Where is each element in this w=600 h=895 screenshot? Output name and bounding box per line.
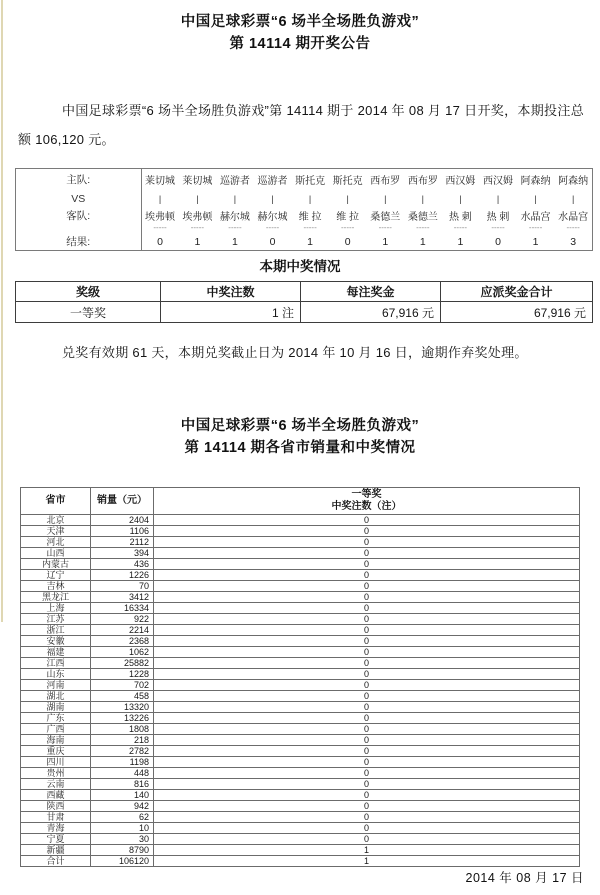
first-prize-count: 1 [154, 856, 580, 867]
province-name: 浙江 [21, 625, 91, 636]
first-prize-count: 0 [154, 768, 580, 779]
first-prize-count: 0 [154, 735, 580, 746]
province-name: 上海 [21, 603, 91, 614]
home-team: 莱切城 [182, 176, 213, 188]
sales-amount: 436 [91, 559, 154, 570]
province-name: 黑龙江 [21, 592, 91, 603]
province-row [21, 812, 580, 823]
province-name: 山东 [21, 669, 91, 680]
sales-amount: 922 [91, 614, 154, 625]
home-team: 斯托克 [332, 176, 363, 188]
province-row [21, 647, 580, 658]
first-prize-header-line1: 一等奖 [351, 489, 382, 500]
first-prize-count: 0 [154, 834, 580, 845]
province-name: 吉林 [21, 581, 91, 592]
team-separator: ----- [453, 223, 468, 233]
province-name: 广东 [21, 713, 91, 724]
vs-bar: | [534, 194, 537, 205]
province-row [21, 625, 580, 636]
first-prize-count: 0 [154, 823, 580, 834]
province-name: 山西 [21, 548, 91, 559]
province-name: 广西 [21, 724, 91, 735]
prize-level: 一等奖 [16, 302, 161, 323]
first-prize-header [154, 488, 580, 515]
province-row [21, 823, 580, 834]
province-name: 新疆 [21, 845, 91, 856]
team-separator: ----- [528, 223, 543, 233]
away-team: 桑德兰 [407, 212, 438, 224]
sales-amount: 70 [91, 581, 154, 592]
match-result: 3 [570, 235, 577, 248]
row-label: 客队: [16, 208, 141, 223]
first-prize-count: 0 [154, 779, 580, 790]
team-separator: ----- [566, 223, 580, 233]
match-result: 0 [495, 235, 501, 248]
vs-bar: | [384, 194, 387, 205]
province-row [21, 746, 580, 757]
row-label: VS [16, 191, 141, 208]
sales-amount: 942 [91, 801, 154, 812]
first-prize-count: 0 [154, 669, 580, 680]
vs-bar: | [496, 194, 500, 205]
province-row [21, 680, 580, 691]
sales-amount: 458 [91, 691, 154, 702]
intro-paragraph: 中国足球彩票“6 场半全场胜负游戏”第 14114 期于 2014 年 08 月 17 日开奖，本期投注总额 106,120 元。 [18, 103, 584, 147]
away-team: 热 刺 [486, 212, 510, 224]
sales-amount: 394 [91, 548, 154, 559]
team-separator: ----- [491, 223, 505, 233]
sales-amount: 1198 [91, 757, 154, 768]
section2-title [0, 415, 600, 459]
row-label: 主队: [16, 169, 141, 191]
sales-amount: 140 [91, 790, 154, 801]
first-prize-count: 0 [154, 647, 580, 658]
sales-amount: 1226 [91, 570, 154, 581]
province-name: 北京 [21, 515, 91, 526]
match-result: 1 [307, 235, 314, 248]
away-team: 水晶宫 [558, 212, 589, 224]
match-result: 1 [382, 235, 389, 248]
sales-amount: 816 [91, 779, 154, 790]
home-team: 莱切城 [145, 176, 176, 188]
team-separator: ----- [265, 223, 280, 233]
team-separator: ----- [303, 223, 317, 233]
vs-bar: | [346, 194, 349, 205]
team-separator: ----- [378, 223, 392, 233]
province-name: 江苏 [21, 614, 91, 625]
row-label: 结果: [16, 234, 141, 250]
province-name: 贵州 [21, 768, 91, 779]
first-prize-count: 0 [154, 790, 580, 801]
province-row [21, 658, 580, 669]
home-team: 西汉姆 [482, 176, 513, 188]
province-name: 重庆 [21, 746, 91, 757]
province-name: 宁夏 [21, 834, 91, 845]
first-prize-count: 0 [154, 757, 580, 768]
vs-bar: | [158, 194, 162, 205]
sales-header: 销量（元） [91, 488, 154, 515]
home-team: 斯托克 [295, 176, 326, 188]
prize-data-row [16, 302, 593, 323]
first-prize-count: 0 [154, 603, 580, 614]
province-row [21, 669, 580, 680]
province-name: 青海 [21, 823, 91, 834]
first-prize-count: 0 [154, 801, 580, 812]
announcement-date: 2014 年 08 月 17 日 [465, 871, 584, 885]
section2-title-line1: 中国足球彩票“6 场半全场胜负游戏” [180, 418, 420, 434]
province-header: 省市 [21, 488, 91, 515]
province-row [21, 735, 580, 746]
first-prize-count: 0 [154, 592, 580, 603]
province-name: 云南 [21, 779, 91, 790]
province-row [21, 548, 580, 559]
section2-title-line2: 第 14114 期各省市销量和中奖情况 [184, 440, 416, 456]
prize-count: 1 注 [161, 302, 301, 323]
sales-amount: 13226 [91, 713, 154, 724]
first-prize-count: 0 [154, 548, 580, 559]
sales-amount: 2404 [91, 515, 154, 526]
redeem-note: 兑奖有效期 61 天，本期兑奖截止日为 2014 年 10 月 16 日，逾期作弃奖处理。 [62, 345, 528, 360]
vs-bar-row [16, 191, 592, 208]
province-row [21, 592, 580, 603]
vs-bar: | [308, 194, 312, 205]
sales-amount: 2782 [91, 746, 154, 757]
away-team: 维 拉 [298, 212, 322, 224]
main-title-line2: 第 14114 期开奖公告 [229, 36, 371, 52]
prize-per-amount: 67,916 元 [301, 302, 441, 323]
sales-amount: 2214 [91, 625, 154, 636]
first-prize-count: 0 [154, 680, 580, 691]
sales-amount: 16334 [91, 603, 154, 614]
sales-amount: 30 [91, 834, 154, 845]
province-row [21, 768, 580, 779]
sales-amount: 3412 [91, 592, 154, 603]
sales-amount: 1062 [91, 647, 154, 658]
first-prize-count: 0 [154, 559, 580, 570]
first-prize-count: 0 [154, 515, 580, 526]
away-team: 埃弗顿 [145, 212, 176, 224]
team-separator: ----- [190, 223, 205, 233]
prize-header-level: 奖级 [16, 282, 161, 302]
away-team: 水晶宫 [520, 212, 551, 224]
province-row [21, 526, 580, 537]
home-team: 巡游者 [257, 176, 288, 188]
prize-total-amount: 67,916 元 [441, 302, 593, 323]
vs-bar: | [421, 194, 424, 205]
away-team: 桑德兰 [370, 212, 401, 224]
province-header-row [21, 488, 580, 515]
sales-amount: 702 [91, 680, 154, 691]
team-separator: ----- [228, 223, 242, 233]
home-team-row [16, 169, 592, 191]
prize-header-per: 每注奖金 [301, 282, 441, 302]
vs-bar: | [459, 194, 462, 205]
match-result: 1 [194, 235, 201, 248]
province-name: 陕西 [21, 801, 91, 812]
sales-amount: 8790 [91, 845, 154, 856]
province-row [21, 515, 580, 526]
first-prize-count: 0 [154, 658, 580, 669]
province-name: 辽宁 [21, 570, 91, 581]
prize-header-row [16, 282, 593, 302]
province-row [21, 724, 580, 735]
first-prize-count: 1 [154, 845, 580, 856]
province-name: 湖北 [21, 691, 91, 702]
province-name: 河南 [21, 680, 91, 691]
match-result: 1 [532, 235, 539, 248]
away-team: 赫尔城 [219, 212, 250, 224]
main-title [0, 11, 600, 55]
sales-amount: 2112 [91, 537, 154, 548]
province-row [21, 636, 580, 647]
sales-amount: 2368 [91, 636, 154, 647]
team-separator: ----- [416, 223, 430, 233]
home-team: 阿森纳 [520, 176, 551, 188]
sales-amount: 218 [91, 735, 154, 746]
match-result: 0 [269, 235, 276, 248]
sales-amount: 448 [91, 768, 154, 779]
province-name: 安徽 [21, 636, 91, 647]
first-prize-count: 0 [154, 526, 580, 537]
sales-amount: 25882 [91, 658, 154, 669]
province-row [21, 581, 580, 592]
first-prize-count: 0 [154, 636, 580, 647]
match-result-table [15, 168, 593, 251]
match-result: 1 [457, 235, 464, 248]
province-row [21, 757, 580, 768]
province-name: 甘肃 [21, 812, 91, 823]
first-prize-count: 0 [154, 702, 580, 713]
province-row [21, 779, 580, 790]
sales-amount: 62 [91, 812, 154, 823]
team-separator-row [16, 223, 592, 233]
province-name: 湖南 [21, 702, 91, 713]
away-team: 维 拉 [336, 212, 360, 224]
first-prize-count: 0 [154, 746, 580, 757]
main-title-line1: 中国足球彩票“6 场半全场胜负游戏” [180, 14, 420, 30]
first-prize-count: 0 [154, 570, 580, 581]
match-result-row [16, 234, 592, 250]
vs-bar: | [233, 194, 237, 205]
home-team: 西布罗 [370, 176, 401, 188]
province-name: 海南 [21, 735, 91, 746]
away-team: 埃弗顿 [182, 212, 213, 224]
first-prize-count: 0 [154, 614, 580, 625]
away-team: 热 刺 [449, 212, 472, 224]
away-team-row [16, 208, 592, 223]
row-label [16, 223, 141, 233]
home-team: 巡游者 [219, 176, 250, 188]
match-result: 1 [232, 235, 238, 248]
prize-header-total: 应派奖金合计 [441, 282, 593, 302]
prize-header-count: 中奖注数 [161, 282, 301, 302]
sales-amount: 1228 [91, 669, 154, 680]
sales-amount: 1106 [91, 526, 154, 537]
team-separator: ----- [341, 223, 355, 233]
province-name: 内蒙古 [21, 559, 91, 570]
province-name: 河北 [21, 537, 91, 548]
province-sales-table [20, 487, 580, 866]
vs-bar: | [196, 194, 199, 205]
sales-amount: 13320 [91, 702, 154, 713]
province-row [21, 790, 580, 801]
sales-amount: 1808 [91, 724, 154, 735]
province-row [21, 691, 580, 702]
home-team: 西布罗 [407, 176, 438, 188]
province-row [21, 570, 580, 581]
province-row [21, 845, 580, 856]
scan-edge-artifact [1, 0, 3, 622]
match-result: 0 [157, 235, 163, 248]
match-result: 1 [419, 235, 426, 248]
province-row [21, 713, 580, 724]
first-prize-count: 0 [154, 812, 580, 823]
team-separator: ----- [153, 223, 167, 233]
province-row [21, 801, 580, 812]
away-team: 赫尔城 [257, 212, 288, 224]
vs-bar: | [271, 194, 274, 205]
home-team: 西汉姆 [445, 176, 476, 188]
province-name: 福建 [21, 647, 91, 658]
home-team: 阿森纳 [558, 176, 589, 188]
prize-table [15, 281, 593, 323]
province-row [21, 537, 580, 548]
province-row [21, 856, 580, 867]
sales-amount: 106120 [91, 856, 154, 867]
first-prize-count: 0 [154, 625, 580, 636]
province-row [21, 603, 580, 614]
province-name: 四川 [21, 757, 91, 768]
province-row [21, 614, 580, 625]
first-prize-count: 0 [154, 713, 580, 724]
province-row [21, 559, 580, 570]
match-result: 0 [344, 235, 351, 248]
first-prize-count: 0 [154, 724, 580, 735]
province-name: 天津 [21, 526, 91, 537]
province-row [21, 834, 580, 845]
province-name: 江西 [21, 658, 91, 669]
first-prize-count: 0 [154, 581, 580, 592]
province-name: 合计 [21, 856, 91, 867]
first-prize-count: 0 [154, 537, 580, 548]
province-name: 西藏 [21, 790, 91, 801]
first-prize-header-line2: 中奖注数（注） [331, 501, 402, 512]
prize-section-title: 本期中奖情况 [259, 259, 341, 274]
sales-amount: 10 [91, 823, 154, 834]
vs-bar: | [572, 194, 575, 205]
first-prize-count: 0 [154, 691, 580, 702]
province-row [21, 702, 580, 713]
